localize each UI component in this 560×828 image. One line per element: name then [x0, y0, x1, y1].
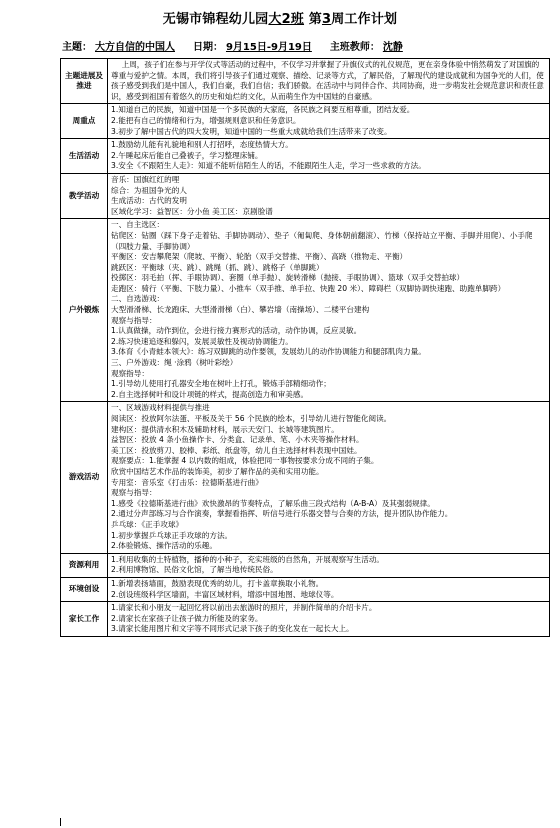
content-line: 1.初步掌握乒乓球正手攻球的方法。: [111, 530, 233, 540]
row-teaching: [61, 173, 550, 218]
content-line: 2.自主选择树叶和设计项链的样式，提高创造力和审美感。: [111, 389, 309, 399]
content-line: 观察指导：: [111, 368, 149, 378]
row-content: [108, 59, 550, 104]
row-label: 环境创设: [61, 577, 108, 601]
row-content: [108, 553, 550, 577]
content-line: 区域化学习：益智区：分小鱼 美工区：京剧脸谱: [111, 206, 273, 216]
row-label: 户外锻炼: [61, 219, 108, 402]
title-suffix: 周工作计划: [331, 12, 398, 27]
content-line: 走跑区：骑行（平衡、下肢力量）、小推车（双手推、单手拉、快跑 20 米）、障碍栏（双脚协调快速跑、助跑单脚跨）: [111, 283, 506, 293]
row-label: 主题进展及推进: [61, 59, 108, 104]
content-line: 2.请家长在家孩子让孩子做力所能及的家务。: [111, 613, 263, 623]
row-content: [108, 139, 550, 174]
row-theme-progress: [61, 59, 550, 104]
content-line: 1.知道自己的民族，知道中国是一个多民族的大家庭，各民族之间要互相尊重，团结友爱。: [111, 105, 415, 115]
row-label: 教学活动: [61, 173, 108, 218]
content-line: 欣赏中国结艺术作品的装饰美，初步了解作品的美和实用功能。: [111, 466, 324, 476]
content-line: 建构区：提供清水积木及辅助材料，展示天安门、长城等建筑图片。: [111, 424, 339, 434]
content-line: 生成活动：古代的发明: [111, 196, 187, 206]
page-corner-mark: [60, 818, 69, 826]
teacher-label: 主班教师：: [329, 42, 380, 53]
content-line: 一、自主选区：: [111, 220, 165, 230]
content-line: 综合：为祖国争光的人: [111, 185, 187, 195]
date-label: 日期：: [192, 42, 223, 53]
row-daily-life: [61, 139, 550, 174]
row-resources: [61, 553, 550, 577]
theme-label: 主题：: [62, 42, 92, 53]
row-content: [108, 173, 550, 218]
row-parents: [61, 602, 550, 637]
content-line: 1.引导幼儿使用打孔器安全地在树叶上打孔，锻炼手部精细动作；: [111, 379, 331, 389]
title-week-prefix: 第: [308, 12, 322, 27]
row-content: [108, 602, 550, 637]
row-content: [108, 577, 550, 601]
content-line: 2.通过分声部练习与合作演奏，掌握看指挥、听信号进行乐器交替与合奏的方法，提升团队协作能力。: [111, 509, 453, 519]
content-line: 一、区域游戏材料提供与推进: [111, 403, 210, 413]
content-line: 1.鼓励幼儿能有礼貌地和别人打招呼，态度热情大方。: [111, 140, 293, 150]
row-label: 资源利用: [61, 553, 108, 577]
content-line: 三、户外游戏：绳 ·涂鸦（树叶彩绘）: [111, 358, 238, 368]
content-line: 2.能把有自己的情绪和行为，增强规则意识和任务意识。: [111, 115, 301, 125]
content-line: 美工区：投放剪刀、胶棒、彩纸、纸盘等，幼儿自主选择材料表现中国娃。: [111, 445, 362, 455]
content-line: 2.创设班级科学区墙面，丰富区域材料，增添中国地图、地球仪等。: [111, 589, 339, 599]
content-line: 钻爬区：钻圈（踩下身子走着钻、手脚协调动）、垫子（匍匐爬、身体朝前翻滚）、竹梯（保持站立平衡、手脚并用爬）、小手爬（四肢力量、手脚协调）: [111, 230, 533, 251]
teacher-value: 沈静: [382, 42, 403, 53]
content-line: 1.利用收集的土特植物，播种的小种子，充实班级的自然角，开展观察写生活动。: [111, 554, 385, 564]
content-line: 3.体育《小青蛙本领大》：练习双脚跳的动作要领，发展幼儿的动作协调能力和腿部肌肉力量。: [111, 347, 426, 357]
content-line: 3.请家长能用图片和文字等不同形式记录下孩子的变化发在一起长大上。: [111, 624, 354, 634]
row-week-focus: [61, 104, 550, 139]
content-line: 1.请家长和小朋友一起回忆将以前出去旅游时的照片，并制作简单的介绍卡片。: [111, 603, 377, 613]
row-label: 周重点: [61, 104, 108, 139]
content-line: 专用室：音乐室《打击乐：拉德斯基进行曲》: [111, 477, 263, 487]
content-line: 观察要点：1.能掌握 4 以内数的组成，体验把同一事物按要求分成不同的子集。: [111, 456, 379, 466]
row-content: [108, 402, 550, 553]
content-line: 阅读区：投放阿尔法蛋、平板及关于 56 个民族的绘本，引导幼儿进行智能化阅读。: [111, 414, 392, 423]
title-week-no: 3: [321, 12, 332, 27]
content-line: 大型滑滑梯、长龙跑床、大型滑滑梯（白）、攀岩墙（南操场）、二楼平台建构: [111, 305, 370, 315]
row-environment: [61, 577, 550, 601]
content-line: 投掷区：羽毛拍（挥、手眼协调）、套圈（单手抛）、旋转滑梯（抛接、手眼协调）、篮球（双手交替拍球）: [111, 273, 465, 283]
content-line: 平衡区：安吉攀爬架（爬坡、平衡）、轮胎（双手交替推、平衡）、高跷（推物走、平衡）: [111, 252, 408, 262]
content-line: 2.体验锻炼、操作活动的乐趣。: [111, 541, 217, 551]
plan-table: [60, 58, 550, 637]
content-line: 音乐：国旗红红的哩: [111, 174, 180, 184]
content-line: 1.感受《拉德斯基进行曲》欢快激昂的节奏特点，了解乐曲三段式结构（A-B-A）及其强弱规律。: [111, 498, 435, 508]
plan-meta: [62, 38, 406, 53]
content-line: 观察与指导：: [111, 488, 157, 498]
content-line: 1.认真做操，动作到位，会进行接力赛形式的活动，动作协调，反应灵敏。: [111, 326, 362, 336]
title-class: 大2班: [268, 12, 305, 27]
theme-value: 大方自信的中国人: [95, 42, 175, 53]
row-content: [108, 104, 550, 139]
content-line: 跳跃区：平衡球（夹、跳）、跳绳（抓、跳）、跳格子（单脚跳）: [111, 262, 324, 272]
date-value: 9月15日-9月19日: [225, 42, 312, 53]
row-label: 生活活动: [61, 139, 108, 174]
content-line: 观察与指导：: [111, 315, 157, 325]
row-label: 游戏活动: [61, 402, 108, 553]
row-label: 家长工作: [61, 602, 108, 637]
content-line: 3.初步了解中国古代的四大发明，知道中国的一些重大成就给我们生活带来了改变。: [111, 126, 392, 136]
row-game-activity: [61, 402, 550, 553]
content-line: 1.新增表扬墙面，鼓励表现优秀的幼儿，打卡盖章换取小礼物。: [111, 578, 324, 588]
content-line: 2.利用博物馆、民俗文化馆，了解当地传统民俗。: [111, 565, 278, 575]
content-line: 二、自选游戏：: [111, 294, 165, 304]
content-line: 上周，孩子们在参与开学仪式等活动的过程中，不仅学习并掌握了升旗仪式的礼仪规范，更在亲身体验中悄然萌发了对国旗的尊重与爱护之情。本周，我们将引导孩子们通过观察、描绘、记录等方式，了解民俗，了解现代的建设成就和为国争光的人们，使孩子感受到我们是中国人，我们自豪，我们自信；我们骄傲。在活动中与同伴合作、共同协商，进一步萌发社会规范意识和责任意识，感受到祖国有着悠久的历史和灿烂的文化，从而萌生作为中国娃的自豪感。: [111, 60, 544, 101]
content-line: 3.安全《不跟陌生人走》：知道不能听信陌生人的话，不能跟陌生人走，学习一些求救的方法。: [111, 161, 426, 171]
title-prefix: 无锡市锦程幼儿园: [162, 12, 269, 27]
content-line: 2.午睡起床后能自己叠被子，学习整理床铺。: [111, 150, 263, 160]
content-line: 2.练习快速追逐和躲闪，发展灵敏性及视动协调能力。: [111, 336, 293, 346]
page-title: [0, 8, 560, 27]
content-line: 乒乓球：《正手攻球》: [111, 519, 184, 529]
content-line: 益智区：投放 4 条小鱼操作卡、分类盒、记录单、笔、小木夹等操作材料。: [111, 435, 364, 445]
row-outdoor-exercise: [61, 219, 550, 402]
row-content: [108, 219, 550, 402]
